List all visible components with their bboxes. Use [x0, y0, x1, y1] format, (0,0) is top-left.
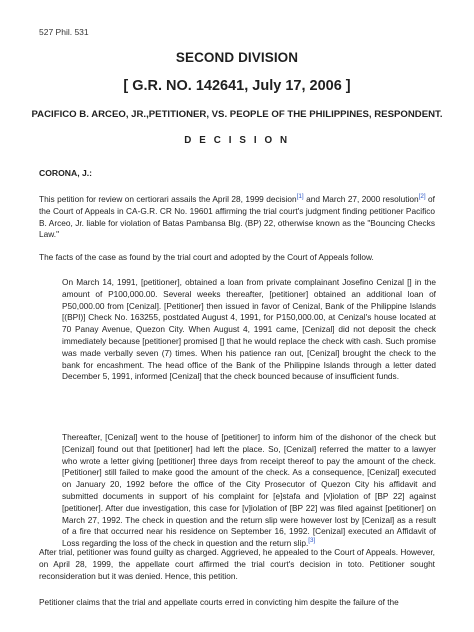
- paragraph-intro: [39, 194, 435, 241]
- paragraph-petitioner-claims: Petitioner claims that the trial and appellate courts erred in convicting him despite the failure of the: [39, 597, 399, 607]
- decision-heading: D E C I S I O N: [184, 135, 290, 146]
- paragraph-procedural-history: After trial, petitioner was found guilty as charged. Aggrieved, he appealed to the Court of Appeals. However, on April 28, 1999, the appellate court affirmed the trial court's decision in toto. Petitioner sought reconsideration but it was denied. Hence, this petition.: [39, 547, 435, 581]
- quoted-facts-paragraph-2: [62, 432, 436, 550]
- paragraph-facts-intro: The facts of the case as found by the trial court and adopted by the Court of Appeals follow.: [39, 252, 374, 262]
- ponente-label: CORONA, J.:: [39, 168, 92, 178]
- footnote-link-2[interactable]: [2]: [418, 193, 426, 201]
- paragraph-intro-part3: of the Court of Appeals in CA-G.R. CR No. 19601 affirming the trial court's judgment finding petitioner Pacifico B. Arceo, Jr. liable for violation of Batas Pambansa Blg. (BP) 22, otherwise known as the "Bouncing Checks Law.": [39, 194, 435, 240]
- footnote-link-3[interactable]: [3]: [308, 537, 316, 545]
- quoted-facts-paragraph-2-text: Thereafter, [Cenizal] went to the house of [petitioner] to inform him of the dishonor of the check but [Cenizal] found out that [petitioner] had left the place. So, [Cenizal] referred the matter to a lawyer who wrote a letter giving [petitioner] three days from receipt thereof to pay the amount of the check. [Petitioner] still failed to make good the amount of the check. As a consequence, [Cenizal] executed on January 20, 1992 before the office of the City Prosecutor of Quezon City his affidavit and submitted documents in support of his complaint for [e]stafa and [v]iolation of [BP 22] against [petitioner]. After due investigation, this case for [v]iolation of [BP 22] was filed against [petitioner] on March 27, 1992. The check in question and the return slip were however lost by [Cenizal] as a result of a fire that occurred near his residence on September 16, 1992. [Cenizal] executed an Affidavit of Loss regarding the loss of the check in question and the return slip.: [62, 432, 436, 549]
- quoted-facts-paragraph-1: On March 14, 1991, [petitioner], obtained a loan from private complainant Josefino Cenizal [] in the amount of P100,000.00. Several weeks thereafter, [petitioner] obtained an additional loan of P50,000.00 from [Cenizal]. [Petitioner] then issued in favor of Cenizal, Bank of the Philippine Islands [(BPI)] Check No. 163255, postdated August 4, 1991, for P150,000.00, at Cenizal's house located at 70 Panay Avenue, Quezon City. When August 4, 1991 came, [Cenizal] did not deposit the check immediately because [petitioner] promised [] that he would replace the check with cash. Such promise was made verbally seven (7) times. When his patience ran out, [Cenizal] brought the check to the bank for encashment. The head office of the Bank of the Philippine Islands through a letter dated December 5, 1991, informed [Cenizal] that the check bounced because of insufficient funds.: [62, 277, 436, 382]
- footnote-link-1[interactable]: [1]: [296, 193, 304, 201]
- phil-citation: 527 Phil. 531: [39, 27, 89, 37]
- case-parties-heading: PACIFICO B. ARCEO, JR.,PETITIONER, VS. PEOPLE OF THE PHILIPPINES, RESPONDENT.: [31, 109, 443, 120]
- paragraph-intro-part1: This petition for review on certiorari assails the April 28, 1999 decision: [39, 194, 297, 204]
- gr-number-heading: [ G.R. NO. 142641, July 17, 2006 ]: [123, 78, 351, 94]
- division-heading: SECOND DIVISION: [175, 50, 299, 65]
- paragraph-intro-part2: and March 27, 2000 resolution: [303, 194, 419, 204]
